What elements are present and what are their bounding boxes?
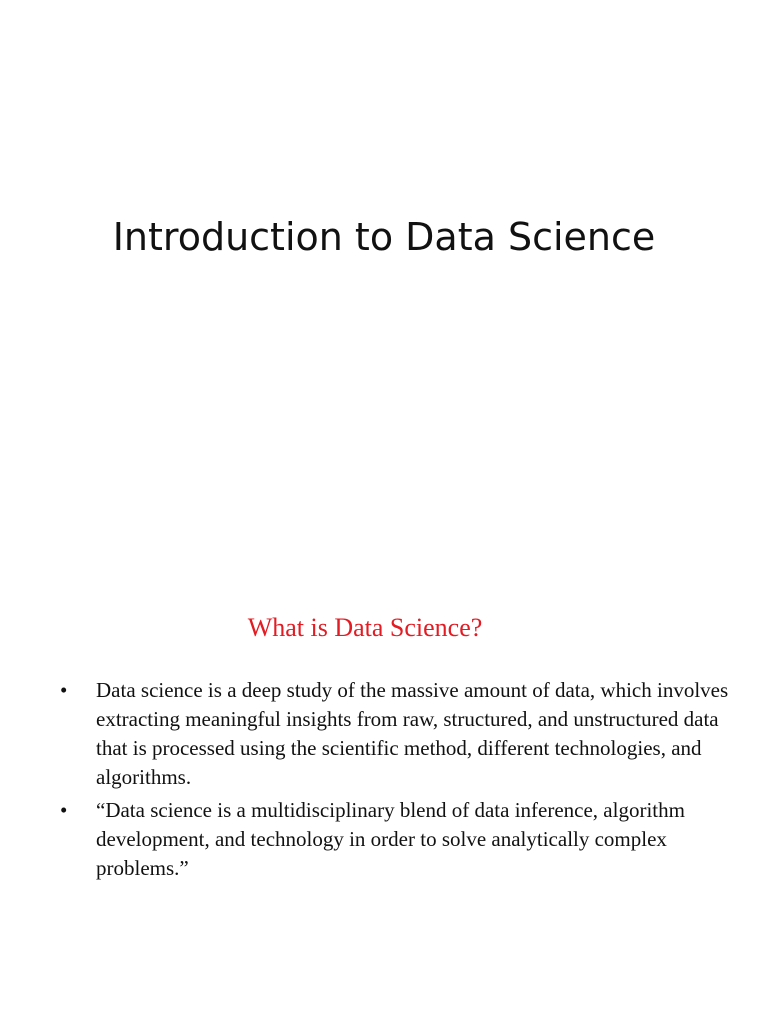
bullet-text: Data science is a deep study of the massive amount of data, which involves extracting meaningful insights from raw, structured, and unstructured data that is processed using the scientific method, different technologies, and algorithms. (96, 678, 729, 789)
bullet-text: “Data science is a multidisciplinary blend of data inference, algorithm development, and technology in order to solve analytically complex problems.” (96, 798, 685, 880)
bullet-icon: • (60, 678, 68, 702)
bullet-icon: • (60, 798, 68, 822)
section-heading: What is Data Science? (247, 613, 483, 642)
bullet-list (60, 676, 740, 887)
bullet-item (60, 676, 740, 792)
bullet-item (60, 796, 740, 883)
slide-title: Introduction to Data Science (112, 215, 656, 259)
